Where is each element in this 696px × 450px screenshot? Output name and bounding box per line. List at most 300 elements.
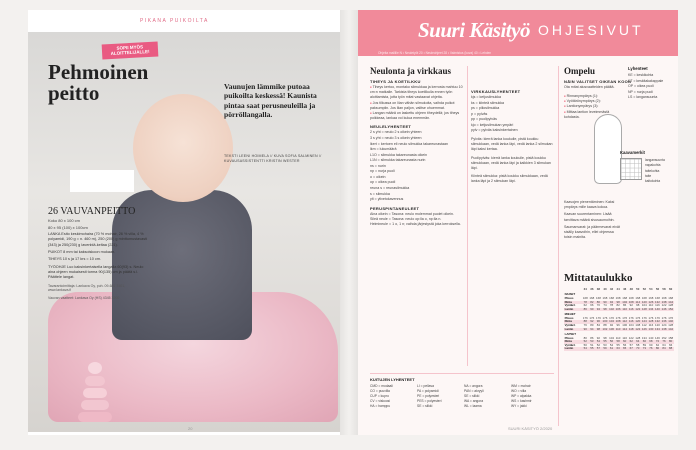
size-cell: 82 (590, 299, 594, 304)
size-row-label: Vyötärö (564, 342, 576, 347)
size-cell: 122 (635, 326, 641, 331)
size-cell: 84 (596, 322, 601, 327)
size-cell: 122 (661, 303, 667, 308)
abbreviation-item: OP = oikea puoli (628, 84, 654, 89)
size-cell: 73 (642, 346, 646, 351)
pattern-symbols-title: Kaavamerkit (620, 150, 645, 155)
pattern-symbols-legend (645, 158, 677, 184)
fiber-abbr-item: PE = polyesteri (417, 394, 440, 399)
size-cell: 118 (628, 326, 634, 331)
size-cell: 62 (583, 303, 587, 308)
size-cell: 176 (615, 315, 621, 320)
size-table-title: Mittataulukko (564, 272, 633, 284)
photo-credit: Vauvan vaatteet: Lankava Oy (HS) 4345 3200 (48, 295, 120, 300)
knit-abbr-item: 3 s yht = neulo 3 s oikein yhteen (370, 135, 422, 140)
abbreviations-title: Lyhenteet (628, 66, 648, 71)
size-cell: 92 (609, 322, 614, 327)
size-cell: 114 (635, 299, 641, 304)
fiber-abbr-item: CO = puuvilla (370, 389, 390, 394)
size-cell: 116 (622, 335, 627, 340)
size-cell: 176 (661, 315, 667, 320)
fiber-abbr-item: SE = silkki (464, 394, 480, 399)
size-cell: 176 (655, 315, 660, 320)
size-cell: 110 (615, 335, 621, 340)
size-text: Ota mitat alusvaatteiden päältä. (564, 85, 615, 89)
size-row-label: Pituus (564, 315, 574, 320)
size-cell: 102 (602, 326, 608, 331)
knit-abbr-item: np = nurja puoli (370, 169, 395, 174)
basic-stitch-text: Helmineule = 1 o, 1 n; vaihda järjestystä joka kerroksella. (370, 222, 461, 227)
size-cell: 72 (655, 339, 660, 344)
knit-abbr-item: reuna s = reunasilmukka (370, 186, 410, 191)
size-header-cell: 46 (623, 287, 627, 291)
size-cell: 56 (609, 339, 614, 344)
crochet-text: Puolipylväs: kierrä lanka koukulle, pistä koukku silmukkaan, vedä lanka läpi ja kaikkien 3 silmukan läpi. (471, 155, 551, 170)
size-cell: 58 (616, 339, 620, 344)
size-cell: 168 (595, 295, 601, 300)
measure-item: ■ Mittaa lantion leveimmästä kohdasta. (564, 110, 624, 120)
size-cell: 88 (603, 322, 607, 327)
measure-item: ■ Vyötärönympärys (2): (564, 99, 624, 104)
page-number-right: SUURI KÄSITYÖ 2/2020 (508, 426, 553, 431)
crochet-abbr-item: kjo = ketjusilmukan ympäri (471, 122, 514, 127)
size-cell: 100 (602, 319, 608, 324)
size-cell: 138 (661, 299, 667, 304)
size-cell: 176 (609, 315, 614, 320)
size-row-label: Pituus (564, 335, 574, 340)
fiber-abbr-item: WS = kashmir (511, 399, 532, 404)
size-cell: 146 (655, 335, 660, 340)
size-cell: 76 (662, 339, 666, 344)
size-cell: 104 (609, 335, 614, 340)
size-cell: 168 (622, 295, 628, 300)
size-cell: 94 (596, 306, 601, 311)
fiber-abbr-item: WY = jakki (511, 404, 527, 409)
measure-item: ■ Lantionympärys (3): (564, 104, 624, 109)
size-cell: 126 (641, 326, 647, 331)
size-cell: 168 (648, 295, 654, 300)
needle-info: PUIKOT 8 mm tai kaksoiskoon mukaan. (48, 249, 116, 254)
right-page (358, 10, 678, 435)
size-cell: 176 (595, 315, 601, 320)
magazine-logo: Suuri Käsityö (418, 18, 530, 42)
pattern-note: Saumanvarat: ja päärmevarat eivät sisälly kaavoihin, ellei ohjeessa toisin mainita. (564, 224, 620, 240)
size-cell: 168 (628, 295, 634, 300)
photo-overlay-box (70, 170, 134, 192)
section-heading: OHJESIVUT (538, 22, 644, 38)
baby-head-image (133, 94, 233, 202)
knit-abbr-item: lkert = kertoen eli neulo silmukka takareunastaan (370, 141, 449, 146)
spine (340, 10, 358, 435)
size-cell: 146 (661, 306, 667, 311)
size-cell: 114 (622, 326, 627, 331)
size-cell: 53 (590, 339, 594, 344)
fiber-abbr-item: CMD = modaali (370, 384, 393, 388)
size-cell: 104 (628, 322, 634, 327)
basic-stitch-text: Sileä neule = Tasona: neulo op:lla o, np:lla n. (370, 216, 442, 221)
size-cell: 54 (583, 346, 587, 351)
abbreviation-item: KT = keskitakakappale (628, 78, 664, 83)
column-divider (467, 66, 468, 366)
size-cell: 116 (628, 319, 634, 324)
knit-abbr-item: L1O = silmukka takareunasta oikein (370, 152, 428, 157)
size-cell: 86 (596, 299, 601, 304)
pattern-number: 26 VAUVANPEITTO (48, 206, 136, 217)
size-cell: 152 (661, 335, 667, 340)
size-cell: 63 (616, 346, 620, 351)
knit-abbr-item: L1N = silmukka takareunasta nurin (370, 158, 426, 163)
size-cell: 140 (655, 306, 660, 311)
size-cell: 98 (603, 306, 607, 311)
fiber-abbr-item: PES = polyesteri (417, 399, 442, 404)
size-cell: 104 (609, 319, 614, 324)
pattern-note: Kaavojen pienentäminen: Kaksi ympärys mille kaava kokoa. (564, 200, 615, 210)
abbreviation-item: KE = keskikohta (628, 73, 654, 77)
symbol-label: langansuunta (645, 158, 665, 162)
size-heading: NÄIN VALITSET OIKEAN KOON (564, 79, 632, 84)
size-cell: 136 (661, 319, 667, 324)
size-cell: 84 (662, 346, 666, 351)
size-header-cell: 50 (636, 287, 640, 291)
fiber-abbr-item: PAN = akryyli (464, 389, 484, 394)
page-number-left: 20 (188, 426, 193, 431)
size-cell: 67 (629, 346, 633, 351)
size-cell: 116 (628, 306, 634, 311)
size-cell: 176 (641, 315, 647, 320)
size-header-cell: 60 (669, 287, 673, 291)
size-row-label: Vyötärö (564, 303, 576, 308)
size-row-label: Lantio (564, 308, 582, 312)
fiber-abbr-item: PA = polyamidi (417, 389, 439, 394)
fiber-abbr-item: CV = viskoosi (370, 399, 391, 404)
size-cell: 98 (616, 299, 620, 304)
size-cell: 70 (596, 303, 601, 308)
symbol-label: taite (645, 173, 652, 178)
crochet-abbr-item: ks = kiinteä silmukka (471, 100, 505, 105)
symbol-label: taitekohta (645, 168, 660, 173)
size-cell: 110 (648, 303, 654, 308)
knit-abbr-item: s = silmukka (370, 191, 390, 196)
size-cell: 98 (636, 303, 640, 308)
size-cell: 58 (636, 342, 640, 347)
size-header-cell: 36 (590, 287, 594, 291)
size-cell: 66 (642, 339, 646, 344)
size-cell: 88 (583, 319, 587, 324)
size-cell: 94 (590, 326, 594, 331)
size-cell: 134 (648, 306, 654, 311)
column-divider (558, 66, 559, 426)
size-cell: 60 (623, 339, 627, 344)
title-line-2: peitto (48, 81, 100, 106)
size-table-row (564, 347, 674, 351)
size-cell: 88 (669, 346, 673, 351)
size-cell: 158 (668, 335, 674, 340)
knit-abbr-item: op = oikea puoli (370, 180, 396, 185)
size-cell: 50 (583, 342, 587, 347)
size-header-cell: 48 (629, 287, 633, 291)
knit-abbr-item: lkm = lukumäärä (370, 147, 397, 152)
size-cell: 168 (589, 295, 595, 300)
size-cell: 134 (655, 326, 660, 331)
credits: TEKSTI LEENI HOIMELA // KUVA SOFIA SALMINEN // KUVAUSASSISTENTTI KRISTIN WESTER (224, 154, 322, 164)
pattern-dimensions: 80 x 95 (100) x 100cm (48, 225, 88, 230)
supplier-info: Tavarantoimittaja: Lankava Oy, puh. 09-681 3101, www.lankava.fi (48, 283, 126, 293)
crochet-abbr-item: p = pylväs (471, 111, 488, 116)
size-cell: 168 (668, 295, 674, 300)
size-cell: 66 (669, 342, 673, 347)
size-cell: 59 (603, 346, 607, 351)
size-cell: 55 (603, 339, 607, 344)
size-row-label: Vyötärö (564, 322, 576, 327)
size-cell: 92 (596, 335, 601, 340)
left-page (28, 10, 340, 435)
size-header-cell: 44 (616, 287, 620, 291)
size-cell: 176 (602, 315, 608, 320)
size-cell: 98 (596, 326, 601, 331)
size-cell: 64 (636, 339, 640, 344)
fiber-abbreviations-title: KUITUJEN LYHENTEET (370, 377, 415, 382)
size-cell: 96 (596, 319, 601, 324)
size-section-label: LAPSET (564, 331, 576, 336)
ring-stacker-toy-image (78, 362, 112, 432)
size-cell: 59 (642, 342, 646, 347)
fiber-abbr-item: NA = angora (464, 384, 483, 388)
size-cell: 98 (603, 335, 607, 340)
abbreviation-item: NP = nurja puoli (628, 89, 653, 94)
size-cell: 176 (668, 315, 674, 320)
size-cell: 140 (648, 335, 654, 340)
knitting-column (370, 66, 465, 227)
measure-item: ■ Rinnanympärys (1): (564, 94, 624, 99)
size-row-label: Lantio (564, 328, 582, 332)
size-cell: 90 (583, 326, 587, 331)
crochet-text: Kiinteä silmukka: pistä koukku silmukkaan, vedä lanka läpi ja 2 silmukan läpi. (471, 174, 548, 184)
knit-abbr-heading: NEULELYHENTEET (370, 124, 412, 130)
size-cell: 104 (641, 303, 647, 308)
size-cell: 108 (628, 299, 634, 304)
size-cell: 92 (629, 303, 633, 308)
size-row-label: Rinta (564, 340, 582, 344)
size-cell: 128 (648, 319, 654, 324)
size-header-cell: 38 (596, 287, 601, 291)
size-cell: 134 (641, 335, 647, 340)
title-line-1: Pehmoinen (48, 60, 149, 84)
size-cell: 90 (590, 306, 594, 311)
size-cell: 128 (641, 306, 647, 311)
size-cell: 90 (603, 299, 607, 304)
size-cell: 176 (622, 315, 628, 320)
size-header-cell: 58 (662, 287, 666, 291)
size-cell: 168 (635, 295, 641, 300)
symbol-label: napakohta (645, 163, 661, 168)
size-cell: 112 (642, 322, 647, 327)
size-header-cell: 34 (583, 287, 587, 291)
crochet-text: Pylväs: kierrä lanka koukulle, pistä koukku silmukkaan, vedä lanka läpi, vedä lanka 2 silmukan läpi kaksi kertaa. (471, 136, 553, 152)
size-cell: 168 (609, 295, 614, 300)
crochet-abbr-item: pylv = pylväs kaksinkertainen (471, 128, 518, 133)
page-header (358, 10, 678, 56)
size-cell: 108 (615, 319, 621, 324)
size-cell: 168 (661, 295, 667, 300)
size-cell: 168 (641, 295, 647, 300)
size-cell: 106 (609, 326, 614, 331)
size-cell: 74 (603, 303, 607, 308)
size-header-cell: 52 (642, 287, 646, 291)
gauge-info: TIHEYS 10 s ja 17 krs = 10 cm. (48, 257, 102, 262)
crochet-abbr-item: pp = puolipylväs (471, 117, 497, 122)
size-header-cell: 56 (655, 287, 660, 291)
size-cell: 100 (622, 322, 628, 327)
fiber-abbr-item: SE = silkki (417, 404, 433, 409)
gauge-text-3: ■ Langan määrä on laskettu ohjeen tiheydellä; jos tiheys poikkeaa, lankaa voi kulua enemmän. (370, 111, 465, 121)
size-cell: 62 (655, 342, 660, 347)
size-section-label: NAISET (564, 292, 576, 297)
size-cell: 122 (628, 335, 634, 340)
gauge-heading: TIHEYS JA KOETILKKU (370, 79, 421, 84)
fiber-abbr-item: WA = angora (464, 399, 484, 404)
size-cell: 128 (668, 322, 674, 327)
size-cell: 82 (616, 303, 620, 308)
fiber-abbr-item: WM = mohair (511, 384, 531, 388)
size-cell: 80 (655, 346, 660, 351)
size-cell: 128 (635, 335, 641, 340)
size-row-label: Rinta (564, 301, 582, 305)
pattern-notes (564, 200, 620, 240)
size-cell: 64 (662, 342, 666, 347)
crochet-abbr-item: ps = piilosilmukka (471, 106, 500, 111)
fiber-abbr-item: WP = alpakka (511, 394, 532, 399)
size-cell: 80 (590, 322, 594, 327)
size-cell: 126 (648, 299, 654, 304)
knit-abbr-item: ns = nurin (370, 163, 386, 168)
knit-abbr-item: 2 s yht = neulo 2 s oikein yhteen (370, 130, 422, 135)
size-cell: 54 (609, 342, 614, 347)
yarn-info: LANKA Esito keskimohaira (70 % mohair, 26 % villa, 4 % polyamidi, 190 g = n. 460 m), 250 (200) g minttumustavasti (343) ja 250(230) g lavenblä-keltaa (221). (48, 232, 148, 247)
size-header-cell: 40 (603, 287, 607, 291)
size-cell: 80 (583, 335, 587, 340)
size-cell: 168 (655, 295, 660, 300)
size-header-cell: 42 (609, 287, 614, 291)
size-cell: 144 (668, 299, 674, 304)
size-cell: 68 (649, 339, 653, 344)
size-cell: 70 (636, 346, 640, 351)
fiber-abbreviations-box (370, 373, 554, 410)
size-cell: 52 (583, 339, 587, 344)
pattern-grid-icon (620, 158, 642, 180)
pattern-info (48, 206, 148, 301)
symbol-label: kaitokohta (645, 179, 661, 184)
size-cell: 102 (622, 299, 628, 304)
fiber-abbr-item: HA = hamppu (370, 404, 391, 409)
size-cell: 78 (609, 303, 614, 308)
pattern-symbols-box (620, 150, 676, 184)
fiber-abbreviations-grid (370, 384, 554, 410)
knit-abbr-item: o = oikein (370, 174, 386, 179)
size-cell: 86 (583, 306, 587, 311)
size-cell: 108 (635, 322, 641, 327)
size-cell: 116 (648, 322, 654, 327)
size-table (564, 288, 674, 351)
size-cell: 61 (609, 346, 614, 351)
size-cell: 124 (661, 322, 667, 327)
crochet-column (471, 86, 553, 185)
size-cell: 130 (648, 326, 654, 331)
size-cell: 128 (668, 303, 674, 308)
size-cell: 176 (582, 315, 588, 320)
knit-abbr-item: ylt = ylivetokavennus (370, 197, 404, 202)
sewing-title: Ompelu (564, 66, 596, 76)
pattern-note: Kaavan suurentaminen: Lisää tarvittava määrä sivusaumoihin. (564, 212, 615, 222)
basic-stitch-text: Aina oikein = Tasona: neulo molemmat puolet oikein. (370, 211, 454, 216)
fiber-abbr-item: WO = villa (511, 389, 527, 394)
size-cell: 116 (655, 303, 660, 308)
size-cell: 168 (582, 295, 588, 300)
size-cell: 62 (629, 339, 633, 344)
size-cell: 102 (609, 306, 614, 311)
size-cell: 124 (641, 319, 647, 324)
size-cell: 112 (622, 319, 627, 324)
size-cell: 86 (590, 335, 594, 340)
size-cell: 120 (635, 319, 641, 324)
size-cell: 106 (615, 306, 621, 311)
size-row-label: Lantio (564, 347, 582, 351)
size-cell: 176 (628, 315, 634, 320)
size-cell: 80 (669, 339, 673, 344)
size-cell: 132 (655, 299, 660, 304)
size-cell: 110 (622, 306, 627, 311)
size-cell: 140 (668, 319, 674, 324)
size-cell: 176 (635, 315, 641, 320)
beginner-badge: SOPII MYÖS ALOITTELIJALLE! (102, 42, 159, 60)
size-cell: 55 (616, 342, 620, 347)
size-cell: 120 (641, 299, 647, 304)
gauge-text: ■ Tiheys kertoo, montako silmukkaa ja kerrosta mahtuu 10 cm:n matkalle. Tarkista tiheys koetilkulla ennen työn aloittamista, jotta työn mitat vastaavat ohjetta. (370, 85, 465, 101)
gauge-text-2: ■ Jos tilkussa on liian vähän silmukoita, vaihda puikot paksumpiin. Jos liian paljon, valitse ohuemmat. (370, 101, 465, 111)
article-title (48, 62, 148, 105)
size-cell: 152 (668, 306, 674, 311)
size-cell: 142 (668, 326, 674, 331)
size-cell: 168 (602, 295, 608, 300)
size-row-label: Rinta (564, 320, 582, 324)
size-cell: 76 (583, 322, 587, 327)
size-cell: 78 (583, 299, 587, 304)
pattern-size: Koko 80 x 100 cm (48, 218, 81, 223)
size-cell: 132 (655, 319, 660, 324)
size-cell: 138 (661, 326, 667, 331)
size-section-label: MIEHET (564, 312, 576, 317)
size-cell: 94 (609, 299, 614, 304)
size-cell: 56 (623, 342, 627, 347)
size-cell: 122 (635, 306, 641, 311)
size-header-cell: 54 (649, 287, 653, 291)
fiber-abbr-item: LI = pellava (417, 384, 434, 388)
size-cell: 53 (603, 342, 607, 347)
size-cell: 96 (616, 322, 620, 327)
lead-paragraph: Vaunujen lämmike putoaa puikoilta keskessä! Kaunista pintaa saat perusneuleilla ja pörröllangalla. (224, 82, 317, 119)
instructions: TYÖOHJE Luo kaksinkertaisella langalla 60(93) s. Neulo aina ohjeen mukaisesti torma 90(135) cm ja päätä s.l. Päättele langat. (48, 264, 144, 280)
size-cell: 176 (589, 315, 595, 320)
fiber-abbr-item: WL = laama (464, 404, 482, 409)
abbreviations-box (628, 66, 676, 101)
crochet-abbr-heading: VIRKKAUSLYHENTEET (471, 89, 521, 94)
size-cell: 60 (649, 342, 653, 347)
size-cell: 51 (590, 342, 594, 347)
size-cell: 92 (590, 319, 594, 324)
section-label: PIKANA PUIKOILTA (140, 18, 209, 24)
crochet-abbr-item: kjs = ketjusilmukka (471, 95, 502, 99)
size-cell: 66 (590, 303, 594, 308)
size-cell: 176 (648, 315, 654, 320)
